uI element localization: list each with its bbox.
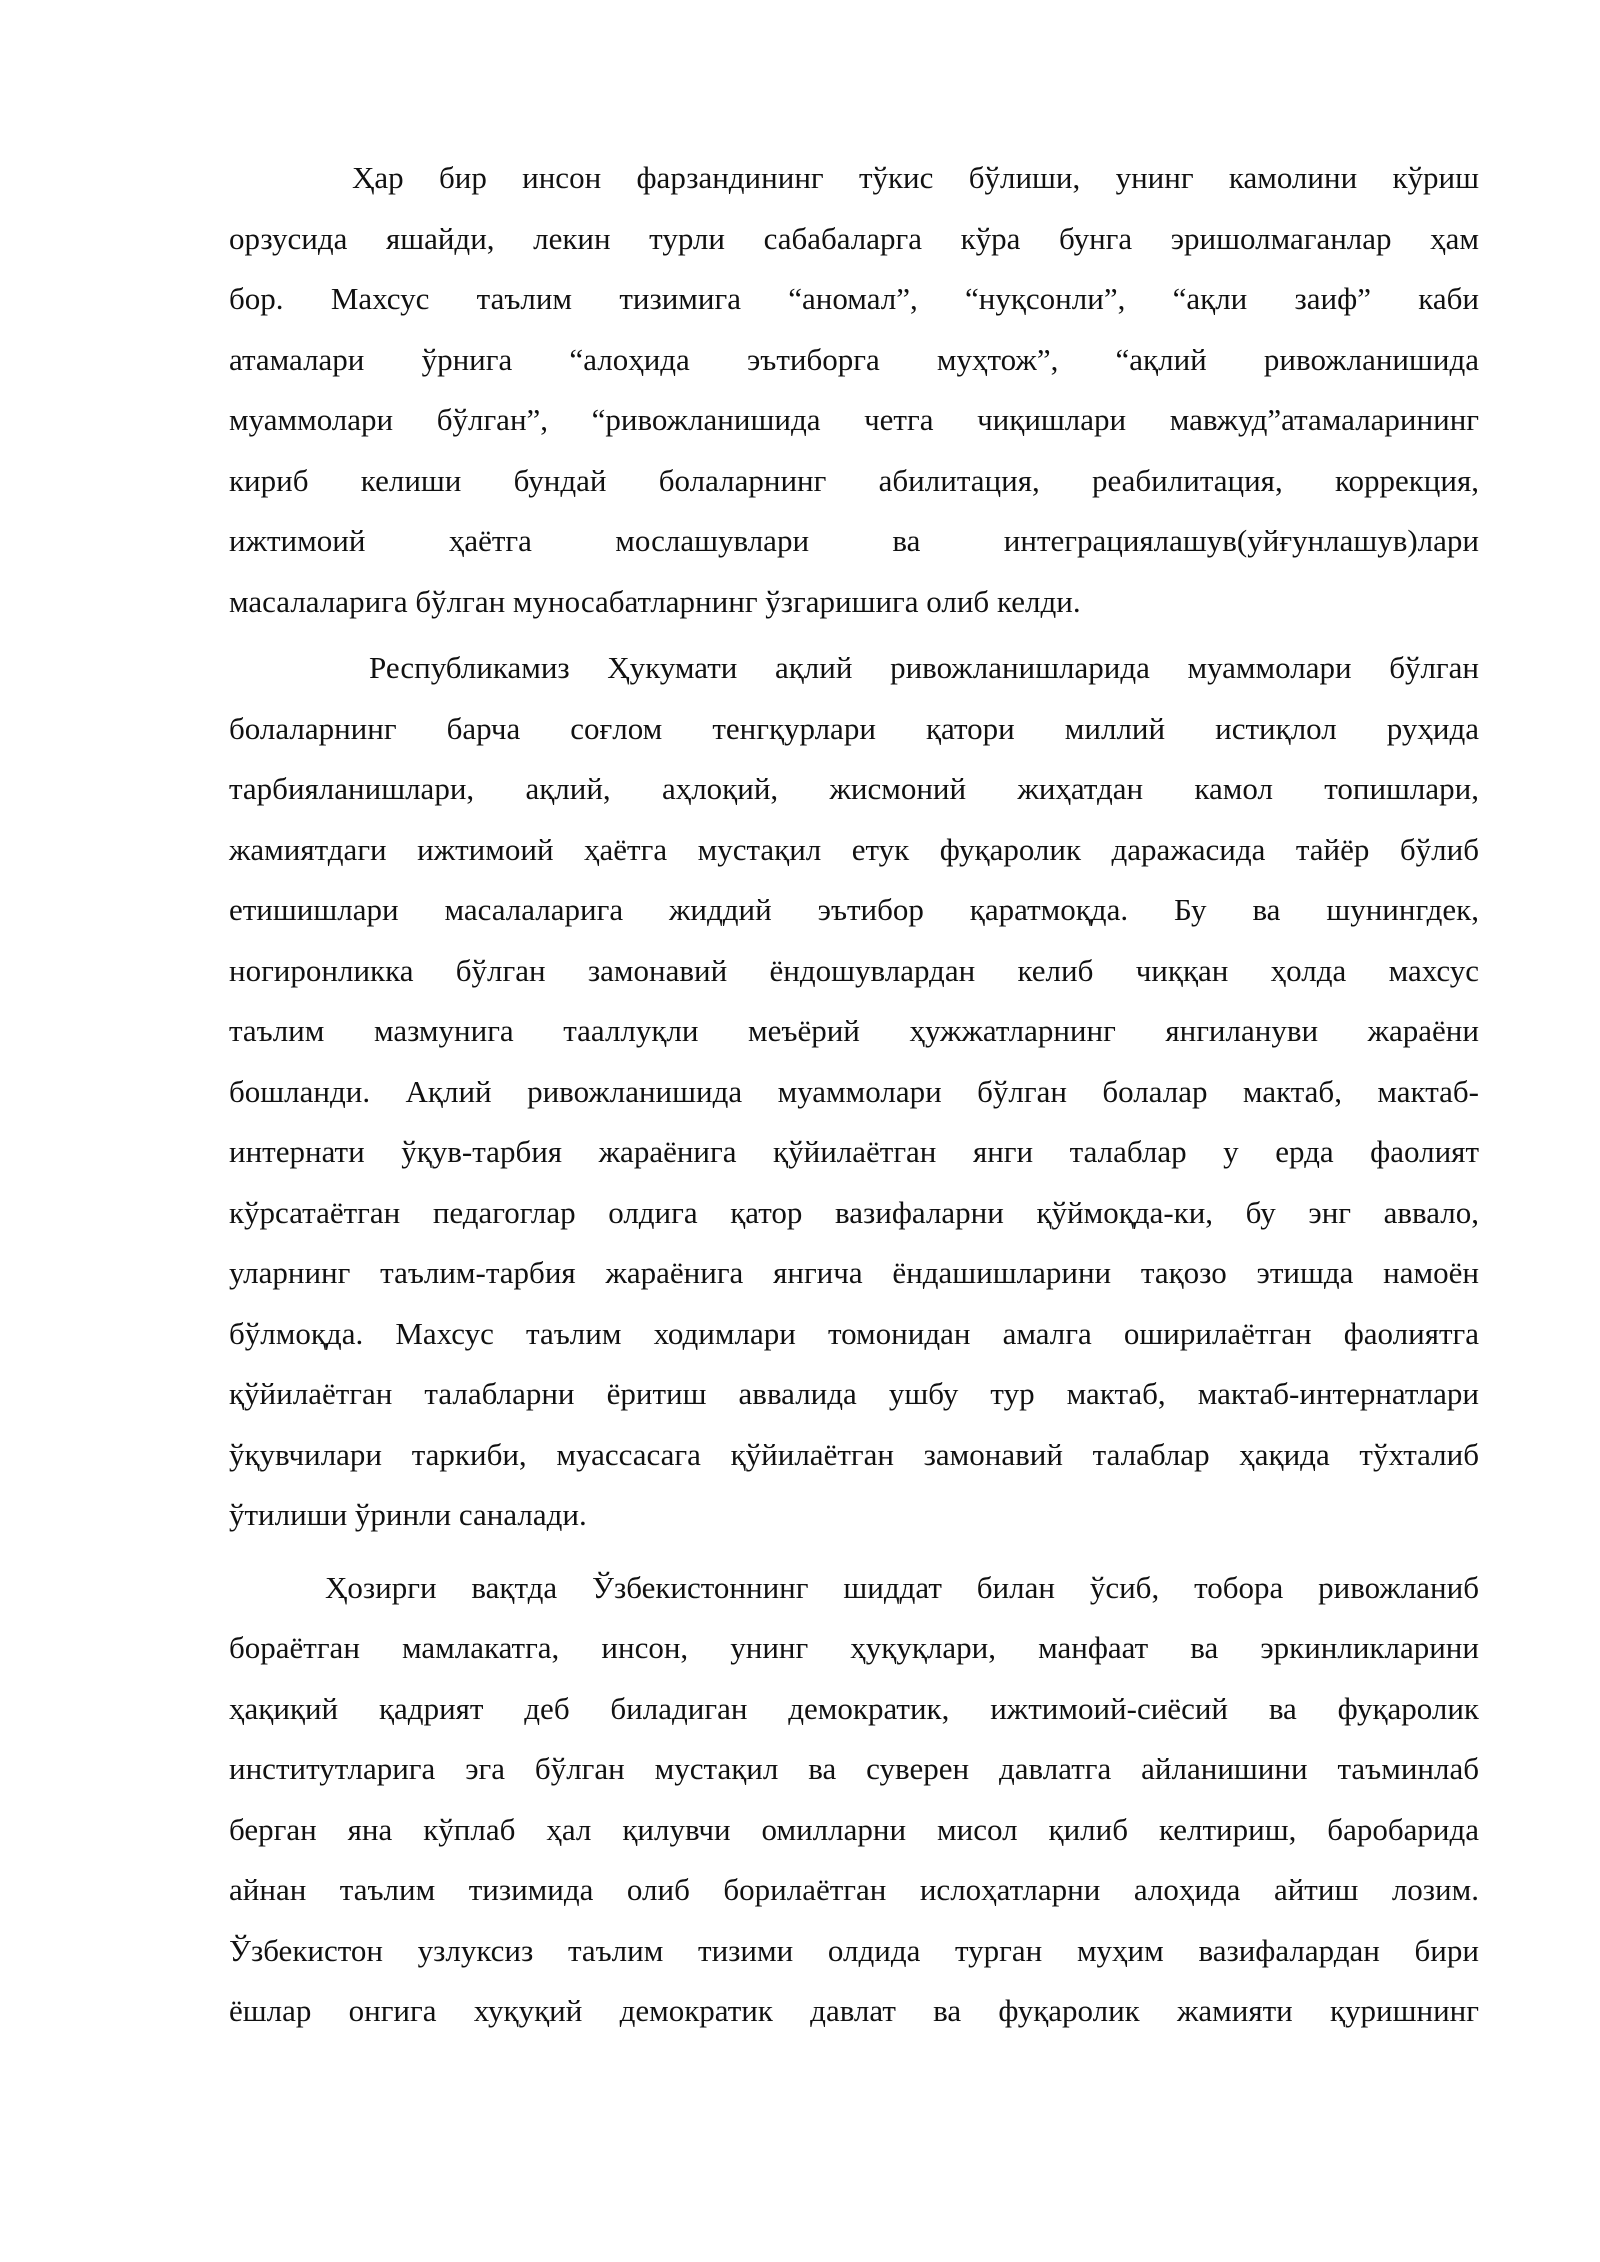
text-line: ногиронликка бўлган замонавий ёндошувлардан келиб чиққан ҳолда махсус <box>229 952 1479 988</box>
text-line: кириб келиши бундай болаларнинг абилитация, реабилитация, коррекция, <box>229 462 1479 498</box>
text-line: атамалари ўрнига “алоҳида эътиборга муҳтож”, “ақлий ривожланишида <box>229 341 1479 377</box>
text-line: бор. Махсус таълим тизимига “аномал”, “нуқсонли”, “ақли заиф” каби <box>229 281 1479 316</box>
text-line: кўрсатаётган педагоглар олдига қатор вазифаларни қўймоқда-ки, бу энг аввало, <box>229 1194 1479 1230</box>
text-line: бораётган мамлакатга, инсон, унинг ҳуқуқлари, манфаат ва эркинликларини <box>229 1630 1479 1665</box>
text-line: ижтимоий ҳаётга мослашувлари ва интеграциялашув(уйғунлашув)лари <box>229 523 1479 558</box>
text-line: таълим мазмунига тааллуқли меъёрий ҳужжатларнинг янгилануви жараёни <box>229 1013 1479 1048</box>
text-line: тарбияланишлари, ақлий, аҳлоқий, жисмоний жиҳатдан камол топишлари, <box>229 771 1479 806</box>
text-line: етишишлари масалаларига жиддий эътибор қаратмоқда. Бу ва шунингдек, <box>229 892 1479 927</box>
text-line: қўйилаётган талабларни ёритиш аввалида ушбу тур мактаб, мактаб-интернатлари <box>229 1376 1479 1411</box>
text-line: айнан таълим тизимида олиб борилаётган ислоҳатларни алоҳида айтиш лозим. <box>229 1872 1479 1907</box>
text-line: институтларига эга бўлган мустақил ва суверен давлатга айланишини таъминлаб <box>229 1751 1479 1786</box>
paragraph-2 <box>229 638 1479 1546</box>
paragraph-1 <box>229 148 1479 632</box>
text-line: жамиятдаги ижтимоий ҳаётга мустақил етук фуқаролик даражасида тайёр бўлиб <box>229 831 1479 867</box>
text-line: ўтилиши ўринли саналади. <box>229 1497 587 1532</box>
text-line: ёшлар онгига хуқуқий демократик давлат ва фуқаролик жамияти қуришнинг <box>229 1993 1479 2028</box>
text-line: Республикамиз Ҳукумати ақлий ривожланишларида муаммолари бўлган <box>369 650 1479 685</box>
text-line: ҳақиқий қадрият деб биладиган демократик, ижтимоий-сиёсий ва фуқаролик <box>229 1690 1479 1726</box>
text-line: уларнинг таълим-тарбия жараёнига янгича ёндашишларини тақозо этишда намоён <box>229 1255 1479 1290</box>
text-line: орзусида яшайди, лекин турли сабабаларга кўра бунга эришолмаганлар ҳам <box>229 220 1479 256</box>
text-line: Ҳозирги вақтда Ўзбекистоннинг шиддат билан ўсиб, тобора ривожланиб <box>325 1569 1479 1605</box>
text-line: болаларнинг барча соғлом тенгқурлари қатори миллий истиқлол руҳида <box>229 710 1479 746</box>
text-line: Ҳар бир инсон фарзандининг тўкис бўлиши, унинг камолини кўриш <box>352 160 1479 195</box>
paragraph-3 <box>229 1558 1479 2042</box>
text-line: интернати ўқув-тарбия жараёнига қўйилаётган янги талаблар у ерда фаолият <box>229 1134 1479 1169</box>
text-line: бўлмоқда. Махсус таълим ходимлари томонидан амалга оширилаётган фаолиятга <box>229 1315 1479 1351</box>
text-line: ўқувчилари таркиби, муассасага қўйилаётган замонавий талаблар ҳақида тўхталиб <box>229 1436 1479 1472</box>
text-line: Ўзбекистон узлуксиз таълим тизими олдида турган муҳим вазифалардан бири <box>229 1932 1479 1968</box>
text-line: берган яна кўплаб ҳал қилувчи омилларни мисол қилиб келтириш, баробарида <box>229 1811 1479 1847</box>
text-line: бошланди. Ақлий ривожланишида муаммолари бўлган болалар мактаб, мактаб- <box>229 1073 1479 1109</box>
text-line: муаммолари бўлган”, “ривожланишида четга чиқишлари мавжуд”атамаларининг <box>229 402 1479 437</box>
text-line: масалаларига бўлган муносабатларнинг ўзгаришига олиб келди. <box>229 583 1081 619</box>
text-body <box>229 148 1479 2042</box>
